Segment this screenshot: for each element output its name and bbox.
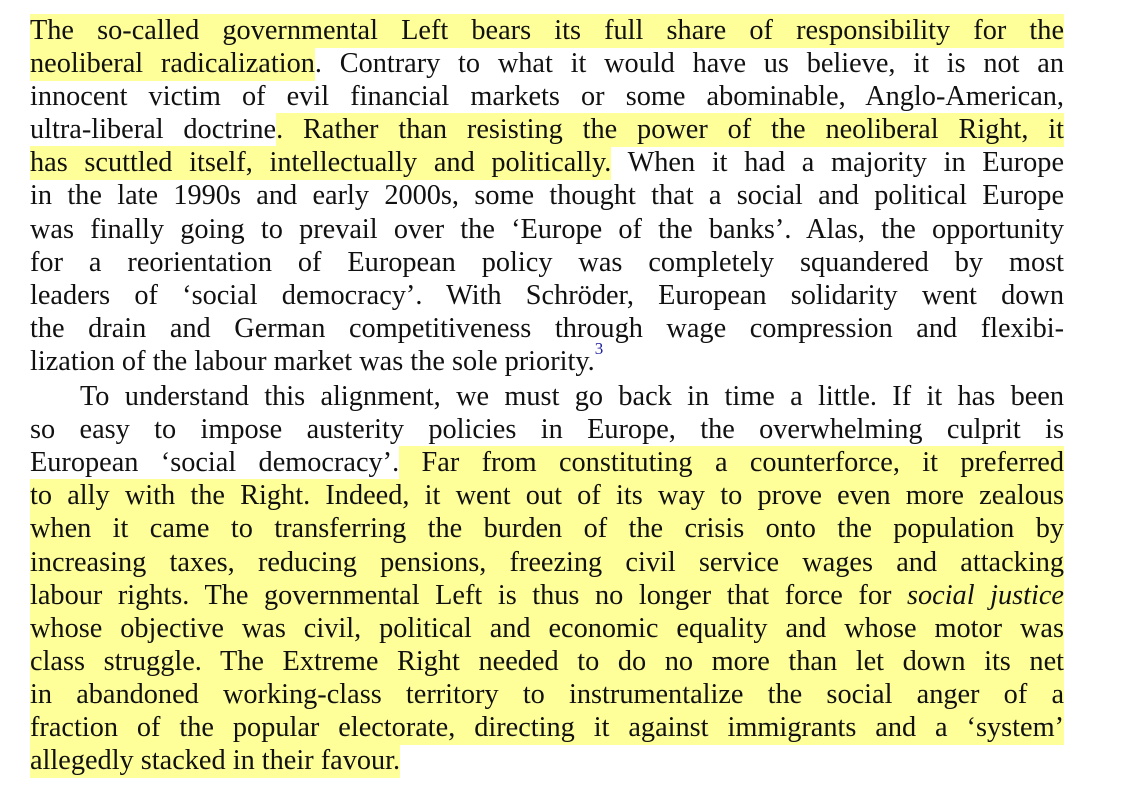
plain-text: the drain and German competitiveness through wage compression and flexibi- xyxy=(30,312,1064,344)
plain-text: When it had a majority in Europe xyxy=(611,147,1065,179)
text-line xyxy=(30,246,1064,279)
document-page xyxy=(30,14,1064,777)
highlighted-text: in abandoned working-class territory to instrumentalize the social anger of a xyxy=(30,678,1064,710)
highlighted-text: class struggle. The Extreme Right needed to do no more than let down its net xyxy=(30,645,1064,677)
text-line xyxy=(30,711,1064,744)
plain-text: lization of the labour market was the sole priority. xyxy=(30,345,595,377)
text-line xyxy=(30,579,1064,612)
paragraph-1 xyxy=(30,14,1064,378)
highlighted-text: allegedly stacked in their favour. xyxy=(30,745,401,777)
text-line xyxy=(30,645,1064,678)
text-line xyxy=(30,380,1064,413)
highlighted-text: The so-called governmental Left bears its full share of responsibility for the xyxy=(30,15,1064,46)
highlighted-text: . Rather than resisting the power of the neoliberal Right, it xyxy=(276,114,1064,146)
text-line xyxy=(30,312,1064,345)
text-line xyxy=(30,338,1064,378)
text-line xyxy=(30,14,1064,47)
plain-text: European ‘social democracy’. xyxy=(30,447,400,479)
highlighted-text: to ally with the Right. Indeed, it went out of its way to prove even more zealous xyxy=(30,480,1064,512)
highlighted-text: neoliberal radicalization xyxy=(30,48,315,80)
plain-text: leaders of ‘social democracy’. With Schröder, European solidarity went down xyxy=(30,279,1064,311)
plain-text: so easy to impose austerity policies in Europe, the overwhelming culprit is xyxy=(30,414,1064,446)
highlighted-italic-text: social justice xyxy=(906,579,1064,611)
text-line xyxy=(30,678,1064,711)
highlighted-text: increasing taxes, reducing pensions, freezing civil service wages and attacking xyxy=(30,546,1064,578)
text-line xyxy=(30,47,1064,80)
text-line xyxy=(30,80,1064,113)
highlighted-text: has scuttled itself, intellectually and politically. xyxy=(30,147,612,179)
highlighted-text: when it came to transferring the burden of the crisis onto the population by xyxy=(30,513,1064,545)
text-line xyxy=(30,413,1064,446)
footnote-marker[interactable]: 3 xyxy=(594,338,604,358)
plain-text: . Contrary to what it would have us believe, it is not an xyxy=(314,48,1064,80)
paragraph-2 xyxy=(30,380,1064,777)
text-line xyxy=(30,744,1064,777)
text-line xyxy=(30,512,1064,545)
highlighted-text: whose objective was civil, political and economic equality and whose motor was xyxy=(30,612,1064,644)
text-line xyxy=(30,546,1064,579)
highlighted-text: fraction of the popular electorate, directing it against immigrants and a ‘system’ xyxy=(30,711,1064,743)
text-line xyxy=(30,213,1064,246)
text-line xyxy=(30,479,1064,512)
text-line xyxy=(30,612,1064,645)
plain-text: for a reorientation of European policy was completely squandered by most xyxy=(30,246,1064,278)
plain-text: was finally going to prevail over the ‘Europe of the banks’. Alas, the opportunity xyxy=(30,213,1064,245)
text-line xyxy=(30,179,1064,212)
plain-text: innocent victim of evil financial markets or some abominable, Anglo-American, xyxy=(30,81,1064,113)
text-line xyxy=(30,279,1064,312)
highlighted-text: Far from constituting a counterforce, it preferred xyxy=(399,447,1064,479)
plain-text: in the late 1990s and early 2000s, some thought that a social and political Europe xyxy=(30,180,1064,212)
text-line xyxy=(30,446,1064,479)
plain-text: ultra-liberal doctrine xyxy=(30,114,277,146)
plain-text: To understand this alignment, we must go back in time a little. If it has been xyxy=(80,381,1064,413)
text-line xyxy=(30,113,1064,146)
highlighted-text: labour rights. The governmental Left is thus no longer that force for xyxy=(30,579,907,611)
text-line xyxy=(30,146,1064,179)
